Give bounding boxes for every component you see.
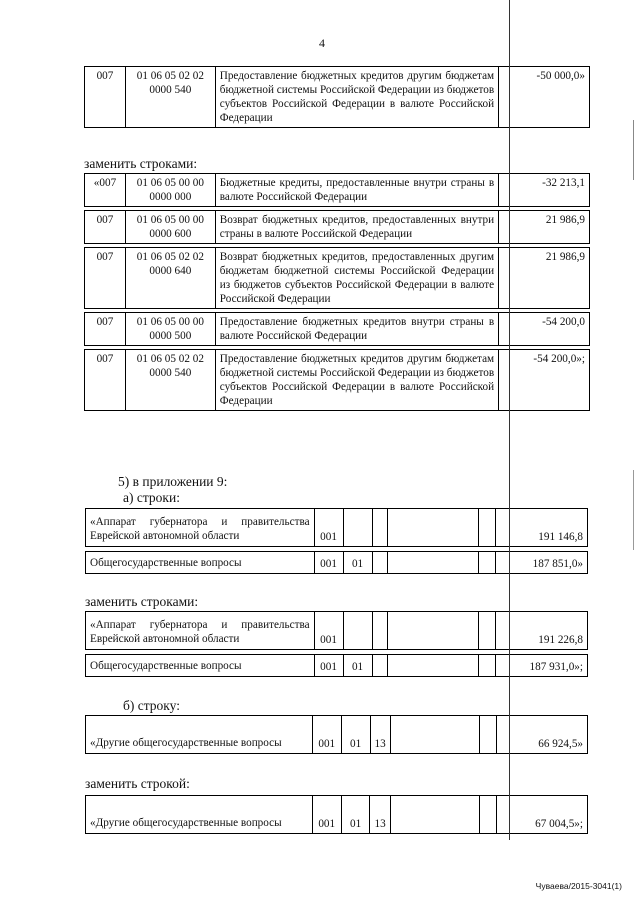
subsection-code bbox=[372, 655, 388, 677]
dept-row bbox=[86, 509, 588, 547]
replace-rows-heading: заменить строками: bbox=[84, 156, 198, 171]
target-article-code bbox=[388, 552, 479, 574]
admin-code: 007 bbox=[85, 248, 126, 309]
expense-type-code bbox=[479, 552, 496, 574]
subsection-code bbox=[372, 552, 388, 574]
row-name: «Другие общегосударственные вопросы bbox=[86, 716, 313, 754]
section-code bbox=[343, 612, 372, 650]
budget-classification-code: 01 06 05 00 00 0000 000 bbox=[125, 174, 215, 207]
row-amount: -54 200,0»; bbox=[499, 350, 590, 411]
row-amount: 21 986,9 bbox=[499, 248, 590, 309]
dept-row bbox=[86, 612, 588, 650]
section-5-heading: 5) в приложении 9: bbox=[118, 474, 228, 489]
row-amount: 67 004,5»; bbox=[496, 796, 587, 834]
expense-type-code bbox=[480, 796, 497, 834]
dept-row bbox=[86, 552, 588, 574]
row-amount: -54 200,0 bbox=[499, 313, 590, 346]
row-amount: 191 226,8 bbox=[496, 612, 588, 650]
row-description: Возврат бюджетных кредитов, предоставленных внутри страны в валюте Российской Федерации bbox=[215, 211, 498, 244]
budget-row bbox=[85, 67, 590, 128]
dept-table-a-new bbox=[85, 611, 588, 677]
ministry-code: 001 bbox=[312, 716, 341, 754]
row-name: «Аппарат губернатора и правительства Еврейской автономной области bbox=[86, 612, 315, 650]
expense-type-code bbox=[479, 655, 496, 677]
document-code: Чуваева/2015-3041(1) bbox=[535, 881, 622, 891]
page-number: 4 bbox=[319, 36, 325, 50]
target-article-code bbox=[388, 655, 479, 677]
section-code: 01 bbox=[343, 655, 372, 677]
row-amount: 191 146,8 bbox=[496, 509, 588, 547]
budget-row bbox=[85, 350, 590, 411]
budget-row bbox=[85, 211, 590, 244]
scan-artifact-line bbox=[633, 120, 634, 180]
subsection-code: 13 bbox=[370, 796, 390, 834]
budget-row bbox=[85, 313, 590, 346]
section-code: 01 bbox=[343, 552, 372, 574]
row-description: Предоставление бюджетных кредитов другим бюджетам бюджетной системы Российской Федерации из бюджетов субъектов Российской Федерации в валюте Российской Федерации bbox=[215, 350, 498, 411]
replace-row-heading: заменить строкой: bbox=[85, 776, 190, 791]
target-article-code bbox=[390, 796, 479, 834]
section-code bbox=[343, 509, 372, 547]
budget-row bbox=[85, 174, 590, 207]
expense-type-code bbox=[479, 509, 496, 547]
row-name: «Другие общегосударственные вопросы bbox=[86, 796, 313, 834]
scan-artifact-line bbox=[633, 470, 634, 550]
budget-classification-code: 01 06 05 02 02 0000 540 bbox=[125, 350, 215, 411]
dept-table-a-old bbox=[85, 508, 588, 574]
expense-type-code bbox=[480, 716, 497, 754]
subsection-code bbox=[372, 509, 388, 547]
subsection-a-heading: а) строки: bbox=[123, 490, 180, 505]
row-amount: 21 986,9 bbox=[499, 211, 590, 244]
budget-table-top bbox=[84, 66, 590, 128]
subsection-code bbox=[372, 612, 388, 650]
row-amount: -32 213,1 bbox=[499, 174, 590, 207]
dept-table-b-new bbox=[85, 795, 588, 834]
budget-classification-code: 01 06 05 02 02 0000 540 bbox=[125, 67, 215, 128]
subsection-code: 13 bbox=[370, 716, 390, 754]
dept-table-b-old bbox=[85, 715, 588, 754]
admin-code: 007 bbox=[85, 313, 126, 346]
scan-artifact-line bbox=[509, 0, 510, 840]
replace-rows-heading-2: заменить строками: bbox=[85, 594, 199, 609]
ministry-code: 001 bbox=[314, 509, 343, 547]
ministry-code: 001 bbox=[314, 552, 343, 574]
section-code: 01 bbox=[341, 796, 370, 834]
row-description: Возврат бюджетных кредитов, предоставленных другим бюджетам бюджетной системы Российской Федерации из бюджетов субъектов Российской Федерации в валюте Российской Федерации bbox=[215, 248, 498, 309]
budget-classification-code: 01 06 05 00 00 0000 600 bbox=[125, 211, 215, 244]
admin-code: «007 bbox=[85, 174, 126, 207]
row-description: Предоставление бюджетных кредитов внутри страны в валюте Российской Федерации bbox=[215, 313, 498, 346]
ministry-code: 001 bbox=[312, 796, 341, 834]
budget-row bbox=[85, 248, 590, 309]
dept-row bbox=[86, 716, 588, 754]
row-amount: 187 851,0» bbox=[496, 552, 588, 574]
row-amount: -50 000,0» bbox=[499, 67, 590, 128]
row-name: Общегосударственные вопросы bbox=[86, 552, 315, 574]
subsection-b-heading: б) строку: bbox=[123, 698, 180, 713]
budget-table-replace bbox=[84, 173, 590, 411]
dept-row bbox=[86, 796, 588, 834]
admin-code: 007 bbox=[85, 211, 126, 244]
row-description: Предоставление бюджетных кредитов другим бюджетам бюджетной системы Российской Федерации из бюджетов субъектов Российской Федерации в валюте Российской Федерации bbox=[215, 67, 498, 128]
row-name: Общегосударственные вопросы bbox=[86, 655, 315, 677]
target-article-code bbox=[390, 716, 479, 754]
row-description: Бюджетные кредиты, предоставленные внутри страны в валюте Российской Федерации bbox=[215, 174, 498, 207]
target-article-code bbox=[388, 509, 479, 547]
row-amount: 66 924,5» bbox=[496, 716, 587, 754]
target-article-code bbox=[388, 612, 479, 650]
dept-row bbox=[86, 655, 588, 677]
section-code: 01 bbox=[341, 716, 370, 754]
admin-code: 007 bbox=[85, 350, 126, 411]
expense-type-code bbox=[479, 612, 496, 650]
admin-code: 007 bbox=[85, 67, 126, 128]
row-name: «Аппарат губернатора и правительства Еврейской автономной области bbox=[86, 509, 315, 547]
ministry-code: 001 bbox=[314, 655, 343, 677]
row-amount: 187 931,0»; bbox=[496, 655, 588, 677]
ministry-code: 001 bbox=[314, 612, 343, 650]
budget-classification-code: 01 06 05 00 00 0000 500 bbox=[125, 313, 215, 346]
budget-classification-code: 01 06 05 02 02 0000 640 bbox=[125, 248, 215, 309]
